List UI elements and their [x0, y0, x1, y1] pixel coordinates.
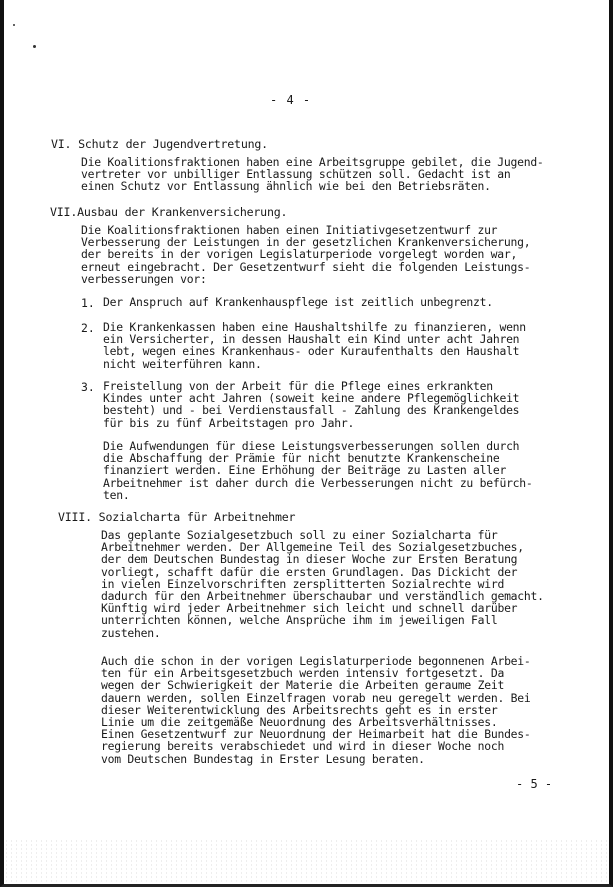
section-viii-heading: VIII. Sozialcharta für Arbeitnehmer: [58, 510, 296, 524]
text-line: Linie um die zeitgemäße Neuordnung des Arbeitsverhältnisses.: [101, 715, 498, 730]
section-vi-body: [81, 156, 544, 193]
text-line: erneut eingebracht. Der Gesetzentwurf sieht die folgenden Leistungs-: [81, 259, 531, 274]
text-line: unterrichten können, welche Ansprüche ihm im jeweiligen Fall: [101, 613, 498, 628]
page-number: - 4 -: [270, 93, 312, 107]
text-line: zustehen.: [101, 625, 161, 640]
text-line: Einen Gesetzentwurf zur Neuordnung der Heimarbeit hat die Bundes-: [101, 727, 531, 742]
text-line: Die Koalitionsfraktionen haben eine Arbeitsgruppe gebilet, die Jugend-: [81, 155, 544, 169]
section-vii-intro: [81, 224, 530, 285]
text-line: nicht weiterführen kann.: [103, 356, 262, 371]
scan-speck: [33, 45, 36, 48]
text-line: einen Schutz vor Entlassung ähnlich wie bei den Betriebsräten.: [81, 179, 491, 194]
section-viii-paragraph-1: [101, 529, 544, 639]
list-item: [103, 296, 493, 308]
list-number: 1.: [81, 296, 95, 310]
list-number: 2.: [81, 321, 95, 335]
text-line: Künftig wird jeder Arbeitnehmer sich leicht und schnell darüber: [101, 601, 518, 616]
text-line: Das geplante Sozialgesetzbuch soll zu einer Sozialcharta für: [101, 528, 498, 542]
text-line: Arbeitnehmer werden. Der Allgemeine Teil des Sozialgesetzbuches,: [101, 540, 524, 555]
text-line: Die Koalitionsfraktionen haben einen Initiativgesetzentwurf zur: [81, 223, 498, 237]
text-line: Arbeitnehmer ist daher durch die Verbesserungen nicht zu befürch-: [103, 475, 533, 490]
section-vii-closing: [103, 440, 533, 501]
text-line: ten für ein Arbeitsgesetzbuch werden intensiv fortgesetzt. Da: [101, 666, 505, 681]
text-line: verbesserungen vor:: [81, 271, 207, 286]
text-line: die Abschaffung der Prämie für nicht benutzte Krankenscheine: [103, 451, 500, 466]
text-line: finanziert werden. Eine Erhöhung der Beiträge zu Lasten aller: [103, 463, 507, 478]
list-item: [103, 380, 519, 429]
text-line: lebt, wegen eines Krankenhaus- oder Kuraufenthalts den Haushalt: [103, 344, 520, 359]
text-line: Der Anspruch auf Krankenhauspflege ist zeitlich unbegrenzt.: [103, 295, 493, 309]
footer-page-number: - 5 -: [516, 777, 553, 791]
section-vii-heading: VII.Ausbau der Krankenversicherung.: [50, 205, 288, 219]
scan-noise: [4, 839, 609, 884]
text-line: der dem Deutschen Bundestag in dieser Woche zur Ersten Beratung: [101, 552, 518, 567]
text-line: Auch die schon in der vorigen Legislaturperiode begonnenen Arbei-: [101, 654, 531, 668]
text-line: vorliegt, schafft dafür die ersten Grundlagen. Das Dickicht der: [101, 564, 518, 579]
text-line: vertreter vor unbilliger Entlassung schützen soll. Gedacht ist an: [81, 167, 511, 182]
text-line: Verbesserung der Leistungen in der gesetzlichen Krankenversicherung,: [81, 235, 531, 250]
text-line: wegen der Schwierigkeit der Materie die Arbeiten geraume Zeit: [101, 678, 505, 693]
list-number: 3.: [81, 380, 95, 394]
list-item: [103, 321, 526, 370]
text-line: dieser Weiterentwicklung des Arbeitsrechts geht es in erster: [101, 702, 498, 717]
text-line: der bereits in der vorigen Legislaturperiode vorgelegt worden war,: [81, 247, 518, 262]
text-line: dauern werden, sollen Einzelfragen vorab neu geregelt werden. Bei: [101, 690, 531, 705]
text-line: Kindes unter acht Jahren (soweit keine andere Pflegemöglichkeit: [103, 391, 520, 406]
text-line: für bis zu fünf Arbeitstagen pro Jahr.: [103, 415, 355, 430]
section-viii-paragraph-2: [101, 655, 531, 765]
text-line: Freistellung von der Arbeit für die Pflege eines erkrankten: [103, 379, 493, 393]
text-line: Die Aufwendungen für diese Leistungsverbesserungen sollen durch: [103, 439, 520, 453]
text-line: Die Krankenkassen haben eine Haushaltshilfe zu finanzieren, wenn: [103, 320, 526, 334]
section-vi-heading: VI. Schutz der Jugendvertretung.: [51, 137, 268, 151]
text-line: regierung bereits verabschiedet und wird in dieser Woche noch: [101, 739, 505, 754]
text-line: besteht) und - bei Verdienstausfall - Zahlung des Krankengeldes: [103, 403, 520, 418]
text-line: in vielen Einzelvorschriften zersplitterten Sozialrechte wird: [101, 576, 505, 591]
text-line: ten.: [103, 487, 130, 502]
scan-speck: [13, 24, 15, 26]
text-line: vom Deutschen Bundestag in Erster Lesung beraten.: [101, 751, 425, 766]
text-line: ein Versicherter, in dessen Haushalt ein Kind unter acht Jahren: [103, 332, 520, 347]
text-line: dadurch für den Arbeitnehmer überschaubar und verständlich gemacht.: [101, 589, 544, 604]
